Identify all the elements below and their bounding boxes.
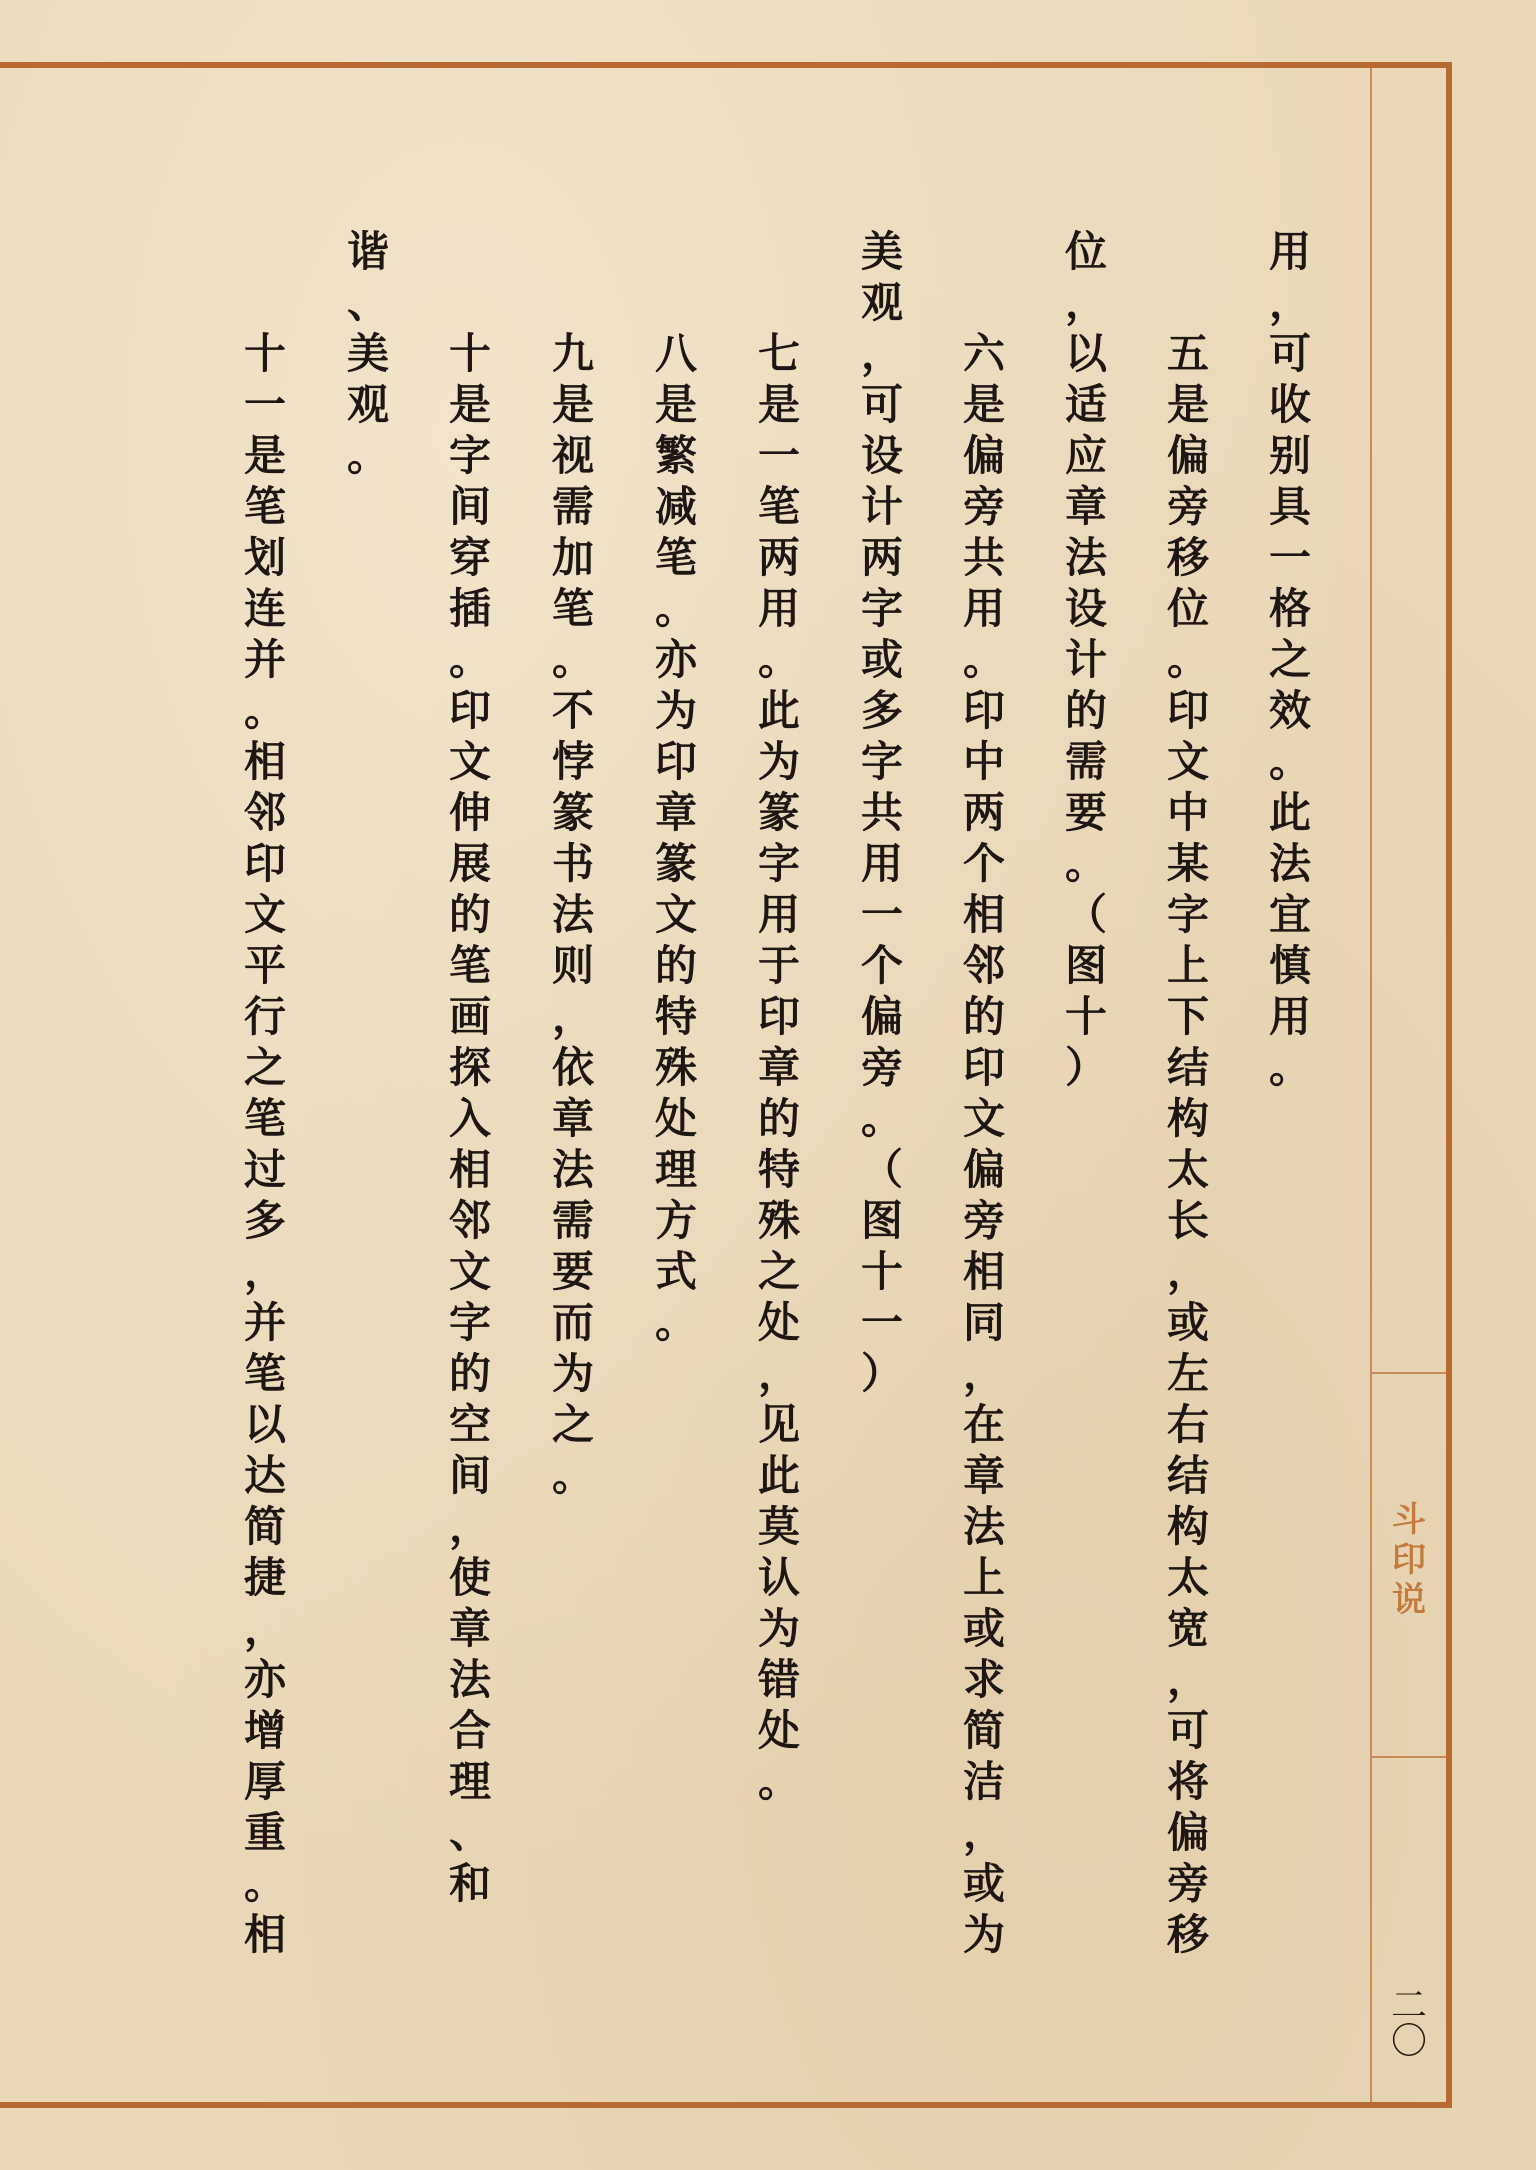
text-column: 用 ， 可 收 别 具 一 格 之 效 。 此 法 宜 慎 用 。 bbox=[1268, 227, 1311, 1092]
text-column: 五 是 偏 旁 移 位 。 印 文 中 某 字 上 下 结 构 太 长 ， 或 左 右 结 构 太 宽 ， 可 将 偏 旁 移 bbox=[1166, 329, 1209, 1959]
text-column: 谐 、 美 观 。 bbox=[346, 227, 389, 480]
text-column: 九 是 视 需 加 笔 。 不 悖 篆 书 法 则 ， 依 章 法 需 要 而 为 之 。 bbox=[551, 329, 594, 1500]
sidebar-divider-line bbox=[1370, 68, 1372, 2102]
text-column: 七 是 一 笔 两 用 。 此 为 篆 字 用 于 印 章 的 特 殊 之 处 ， 见 此 莫 认 为 错 处 。 bbox=[757, 329, 800, 1806]
sidebar-bottom-rule bbox=[1372, 1756, 1446, 1758]
text-column: 美 观 ， 可 设 计 两 字 或 多 字 共 用 一 个 偏 旁 。 （ 图 十 一 ） bbox=[860, 227, 903, 1398]
text-column: 六 是 偏 旁 共 用 。 印 中 两 个 相 邻 的 印 文 偏 旁 相 同 ， 在 章 法 上 或 求 简 洁 ， 或 为 bbox=[962, 329, 1005, 1959]
text-column: 八 是 繁 减 笔 。 亦 为 印 章 篆 文 的 特 殊 处 理 方 式 。 bbox=[654, 329, 697, 1347]
sidebar-top-rule bbox=[1372, 1372, 1446, 1374]
text-column: 十 一 是 笔 划 连 并 。 相 邻 印 文 平 行 之 笔 过 多 ， 并 笔 以 达 简 捷 ， 亦 增 厚 重 。 相 bbox=[243, 329, 286, 1959]
text-column: 十 是 字 间 穿 插 。 印 文 伸 展 的 笔 画 探 入 相 邻 文 字 的 空 间 ， 使 章 法 合 理 、 和 bbox=[448, 329, 491, 1908]
text-column: 位 ， 以 适 应 章 法 设 计 的 需 要 。 （ 图 十 ） bbox=[1064, 227, 1107, 1092]
page-number: 二 〇 bbox=[1390, 1985, 1427, 2062]
page-border-frame bbox=[0, 62, 1452, 2108]
running-title: 斗 印 说 bbox=[1392, 1500, 1426, 1620]
